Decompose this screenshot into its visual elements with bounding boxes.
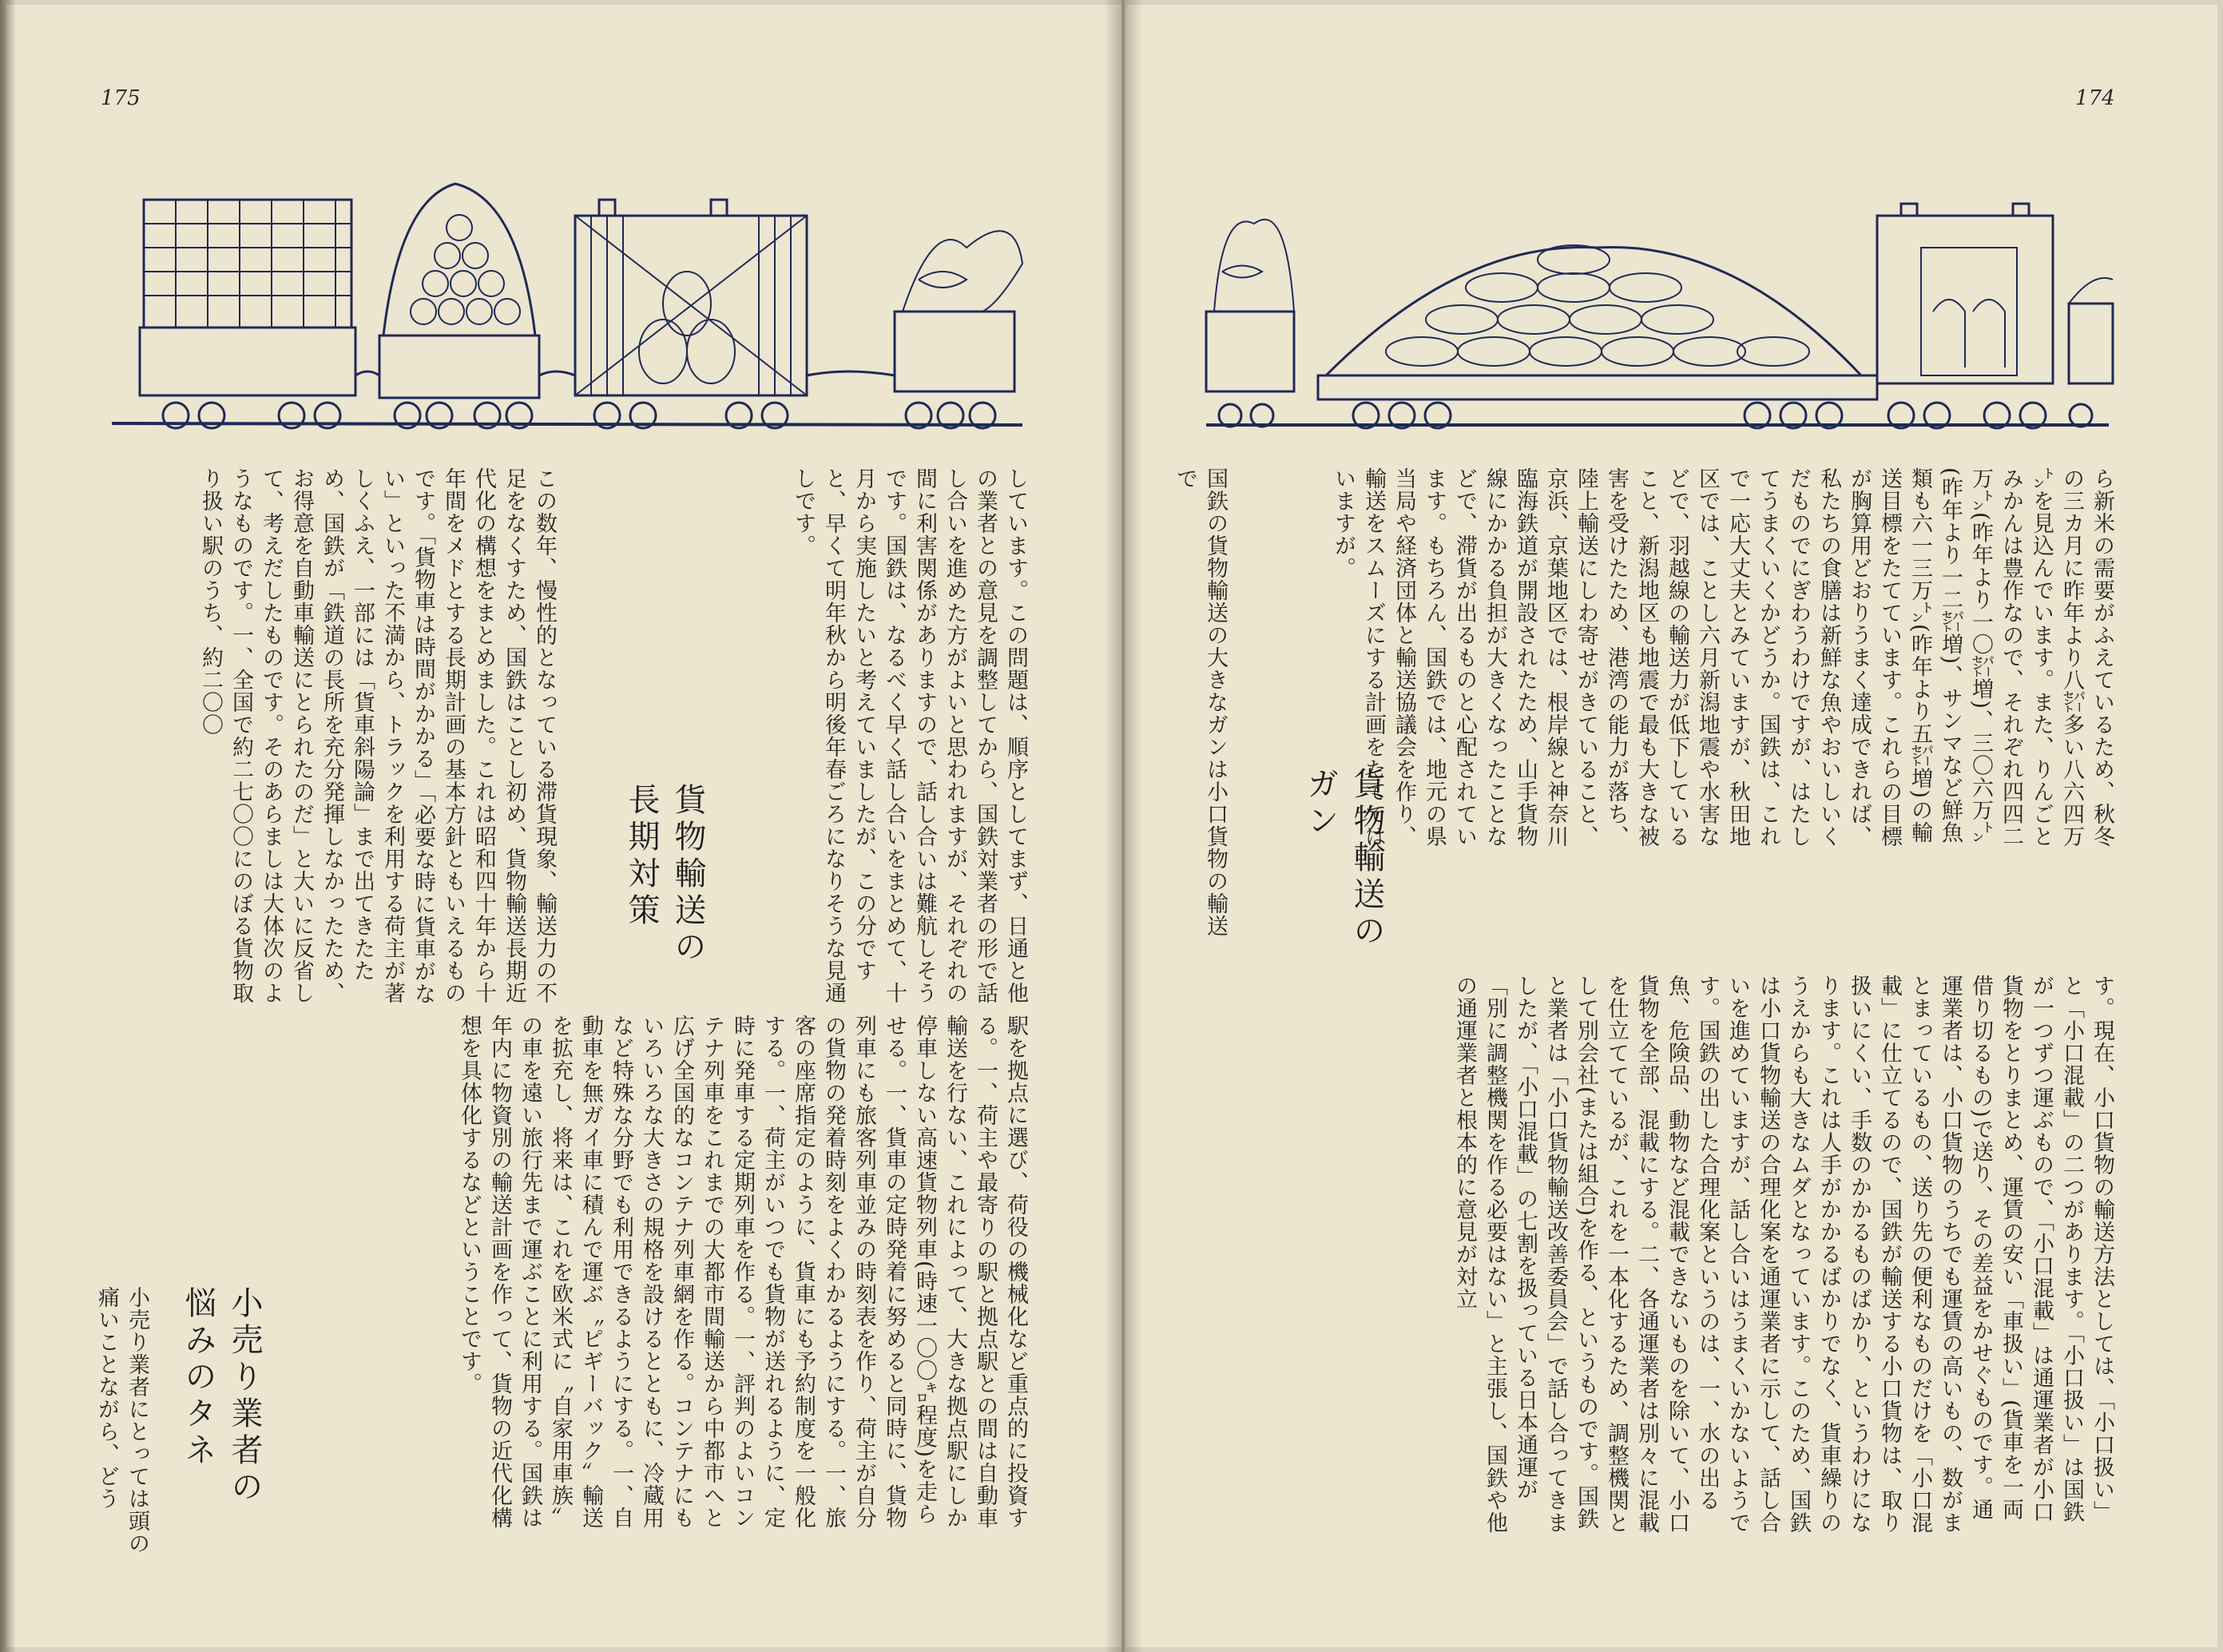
left-body-text-3: 駅を拠点に選び、荷役の機械化など重点的に投資する。一、荷主や最寄りの駅と拠点駅との間は自動車輸送を行ない、これによって、大きな拠点駅にしか停車しない高速貨物列車(時速一〇〇㌔程度)を走らせる。一、貨車の定時発着に努めると同時に、貨物列車にも旅客列車並みの時刻表を作り、荷主が自分の貨物の発着時刻をよくわかるようにする。一、旅客の座席指定のように、貨車にも予約制度を一般化する。一、荷主がいつでも貨物が送れるように、定時に発車する定期列車を作る。一、評判のよいコンテナ列車をこれまでの大都市間輸送から中都市へと広げ全国的なコンテナ列車網を作る。コンテナにもいろいろな大きさの規格を設けるとともに、冷蔵用など特殊な分野でも利用できるようにする。一、自動車を無ガイ車に積んで運ぶ〝ピギーバック〟輸送を拡充し、将来は、これを欧米式に〝自家用車族〟の車を遠い旅行先まで運ぶことに利用する。国鉄は年内に物資別の輸送計画を作って、貨物の近代化構想を具体化するなどということです。	[457, 1015, 1028, 1529]
heading-cargo-cancer: 貨物輸送のガン	[1302, 767, 1385, 951]
heading-long-term-plan: 貨物輸送の長期対策	[623, 783, 706, 967]
book-gutter	[1104, 0, 1142, 1652]
right-body-text-3: す。現在、小口貨物の輸送方法としては、「小口扱い」と「小口混載」の二つがあります。「小口扱い」は国鉄が一つずつ運ぶもので、「小口混載」は通運業者が小口貨物をとりまとめ、運賃の安い「車扱い」(貨車を一両借り切るもの)で送り、その差益をかせぐものです。通運業者は、小口貨物のうちでも運賃の高いもの、数がまとまっているもの、送り先の便利なものだけを「小口混載」に仕立てるので、国鉄が輸送する小口貨物は、取り扱いにくい、手数のかかるものばかり、というわけになります。これは人手がかかるばかりでなく、貨車繰りのうえからも大きなムダとなっています。このため、国鉄は小口貨物輸送の合理化案を通運業者に示して、話し合いを進めていますが、話し合いはうまくいかないようです。国鉄の出した合理化案というのは、一、水の出る魚、危険品、動物など混載できないものを除いて、小口貨物を全部、混載にする。二、各通運業者は別々に混載を仕立てているが、これを一本化するため、調整機関として別会社(または組合)を作る、というものです。国鉄と業者は「小口貨物輸送改善委員会」で話し合ってきましたが、「小口混載」の七割を扱っている日本通運が「別に調整機関を作る必要はない」と主張し、国鉄や他の通運業者と根本的に意見が対立	[1452, 975, 2114, 1534]
right-body-text-2: 国鉄の貨物輸送の大きなガンは小口貨物の輸送で	[1173, 467, 1228, 937]
heading-retailer-worries: 小売り業者の悩みのタネ	[180, 1286, 263, 1507]
page-edge-shadow	[0, 0, 16, 1652]
left-body-text-2: この数年、慢性的となっている滞貨現象、輸送力の不足をなくすため、国鉄はことし初め、貨物輸送長期近代化の構想をまとめました。これは昭和四十年から十年間をメドとする長期計画の基本方針ともいえるものです。「貨物車は時間がかかる」「必要な時に貨車がない」といった不満から、トラックを利用する荷主が著しくふえ、一部には「貨車斜陽論」まで出てきたため、国鉄が「鉄道の長所を充分発揮しなかったため、お得意を自動車輸送にとられたのだ」と大いに反省して、考えだしたものです。そのあらましは大体次のようなものです。一、全国で約二七〇〇にのぼる貨物取り扱い駅のうち、約二〇〇	[198, 467, 557, 1005]
left-body-text-4: 小売り業者にとっては頭の痛いことながら、どう	[94, 1286, 149, 1555]
left-body-text-1: しています。この問題は、順序としてまず、日通と他の業者との意見を調整してから、国鉄対業者の形で話し合いを進めた方がよいと思われますが、それぞれの間に利害関係がありますので、話し合いは難航しそうです。国鉄は、なるべく早く話し合いをまとめて、十月から実施したいと考えていましたが、この分ですと、早くて明年秋から明後年春ごろになりそうな見通しです。	[791, 467, 1028, 1004]
right-body-text-1: ら新米の需要がふえているため、秋冬の三カ月に昨年より八㌫多い八六四万㌧を見込んでいます。また、りんごとみかんは豊作なので、それぞれ四四二万㌧(昨年より一〇㌫増)、三〇六万㌧(昨年より一二㌫増)、サンマなど鮮魚類も六一三万㌧(昨年より五㌫増)の輸送目標をたてています。これらの目標が胸算用どおりうまく達成できれば、私たちの食膳は新鮮な魚やおいしいくだものでにぎわうわけですが、はたしてうまくいくかどうか。国鉄は、これで一応大丈夫とみていますが、秋田地区では、ことし六月新潟地震や水害などで、羽越線の輸送力が低下していること、新潟地区も地震で最も大きな被害を受けたため、港湾の能力が落ち、陸上輸送にしわ寄せがきていること、京浜、京葉地区では、根岸線と神奈川臨海鉄道が開設されたため、山手貨物線にかかる負担が大きくなったことなどで、滞貨が出るものと心配されています。もちろん、国鉄では、地元の県当局や経済団体と輸送協議会を作り、輸送をスムーズにする計画をたててはいますが。	[1331, 467, 2114, 848]
freight-train-illustration-left	[104, 168, 1030, 447]
page-number-right: 174	[2075, 86, 2115, 110]
page-number-left: 175	[101, 86, 141, 110]
freight-train-illustration-right	[1198, 192, 2117, 439]
